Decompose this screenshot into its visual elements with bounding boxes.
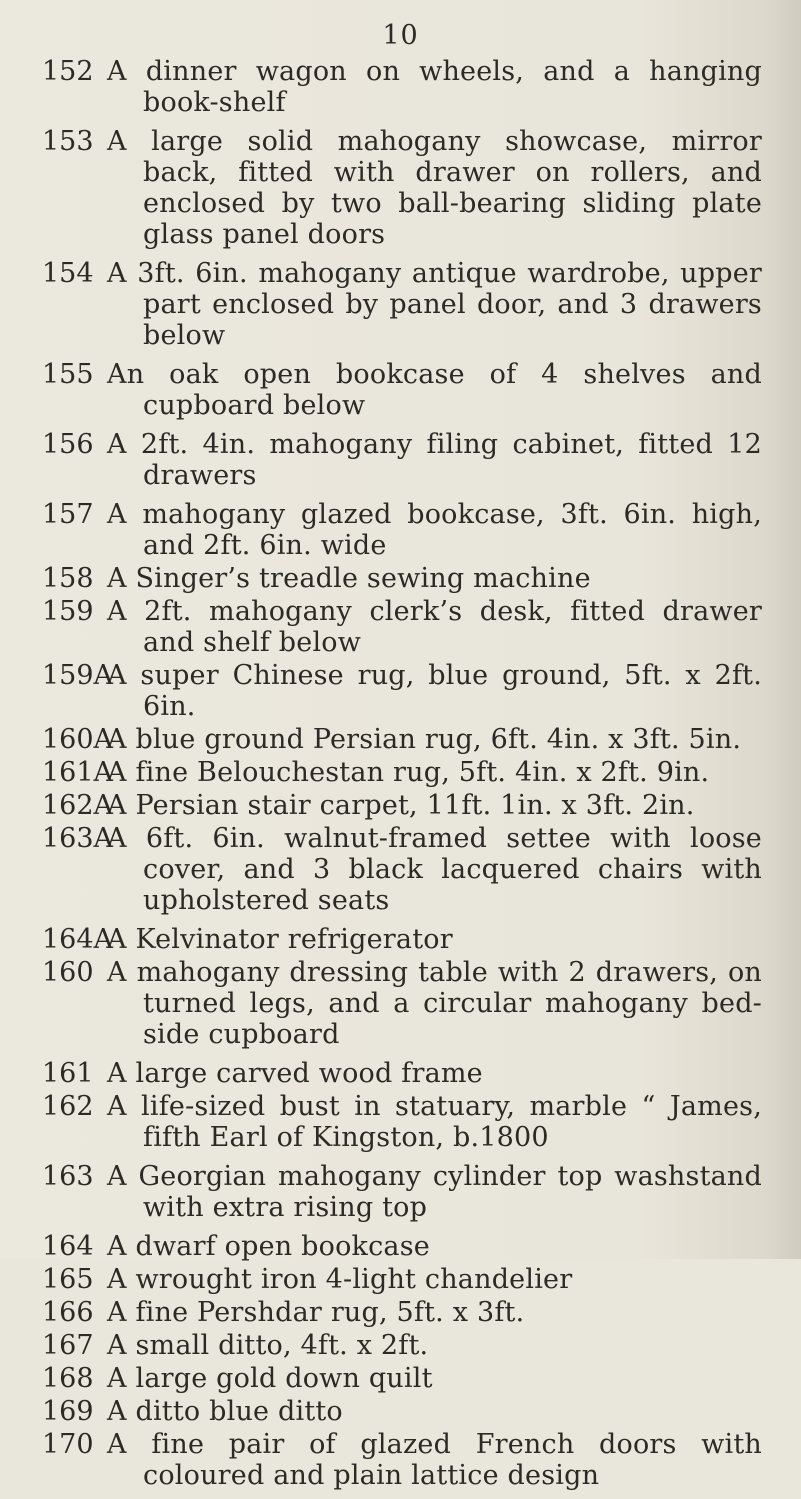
lot-number: 169 [42, 1396, 94, 1427]
lot-number: 159 [42, 596, 94, 627]
lot-description: A Persian stair carpet, 11ft. 1in. x 3ft. 2in. [107, 790, 695, 821]
lot-number: 168 [42, 1363, 94, 1394]
lot-number: 166 [42, 1297, 94, 1328]
lot-description: An oak open bookcase of 4 shelves and cupboard below [107, 359, 762, 421]
lot-description: A mahogany dressing table with 2 drawers, on turned legs, and a circular mahogany bed-side cupboard [107, 957, 762, 1050]
lot-description: A super Chinese rug, blue ground, 5ft. x 2ft. 6in. [107, 660, 762, 722]
lot-number: 161 [42, 1058, 94, 1089]
lot-number: 164 [42, 1231, 94, 1262]
lot-number: 161A [42, 757, 114, 788]
lot-number: 163 [42, 1161, 94, 1192]
lot-description: A Kelvinator refrigerator [107, 924, 453, 955]
lot-entry [42, 1429, 762, 1491]
lot-entry [42, 429, 762, 491]
lot-number: 165 [42, 1264, 94, 1295]
lot-description: A life-sized bust in statuary, marble “ James, fifth Earl of Kingston, b.1800 [107, 1091, 762, 1153]
lot-entry [42, 258, 762, 351]
lot-number: 153 [42, 126, 94, 157]
lot-number: 170 [42, 1429, 94, 1460]
lot-entry [42, 790, 762, 821]
lot-description: A Singer’s treadle sewing machine [107, 563, 591, 594]
lot-entry [42, 757, 762, 788]
lot-number: 154 [42, 258, 94, 289]
lot-entry [42, 724, 762, 755]
lot-number: 152 [42, 56, 94, 87]
lot-entry [42, 660, 762, 722]
lot-entry [42, 1396, 762, 1427]
lot-entry [42, 1161, 762, 1223]
lot-description: A fine pair of glazed French doors with coloured and plain lattice design [107, 1429, 762, 1491]
lot-entry [42, 563, 762, 594]
lot-number: 163A [42, 823, 114, 854]
lot-entry [42, 823, 762, 916]
lot-number: 156 [42, 429, 94, 460]
lot-number: 158 [42, 563, 94, 594]
lot-entry [42, 957, 762, 1050]
lot-description: A large carved wood frame [107, 1058, 483, 1089]
lot-entry [42, 1231, 762, 1262]
lot-entry [42, 1058, 762, 1089]
lot-list [42, 56, 762, 1499]
lot-entry [42, 924, 762, 955]
lot-description: A 2ft. mahogany clerk’s desk, fitted drawer and shelf below [107, 596, 762, 658]
lot-number: 162 [42, 1091, 94, 1122]
lot-description: A ditto blue ditto [107, 1396, 343, 1427]
lot-description: A large gold down quilt [107, 1363, 433, 1394]
lot-description: A Georgian mahogany cylinder top washstand with extra rising top [107, 1161, 762, 1223]
lot-entry [42, 1297, 762, 1328]
lot-description: A 3ft. 6in. mahogany antique wardrobe, upper part enclosed by panel door, and 3 drawers below [107, 258, 762, 351]
lot-number: 162A [42, 790, 114, 821]
lot-description: A dinner wagon on wheels, and a hanging book-shelf [107, 56, 762, 118]
lot-entry [42, 359, 762, 421]
lot-number: 159A [42, 660, 114, 691]
lot-number: 157 [42, 499, 94, 530]
lot-entry [42, 1330, 762, 1361]
lot-entry [42, 1264, 762, 1295]
lot-number: 164A [42, 924, 114, 955]
lot-entry [42, 1091, 762, 1153]
lot-number: 167 [42, 1330, 94, 1361]
page-number: 10 [382, 20, 419, 51]
lot-number: 160A [42, 724, 114, 755]
lot-description: A 2ft. 4in. mahogany filing cabinet, fitted 12 drawers [107, 429, 762, 491]
lot-description: A large solid mahogany showcase, mirror back, fitted with drawer on rollers, and enclosed by two ball-bearing sliding plate glass panel doors [107, 126, 762, 250]
lot-description: A dwarf open bookcase [107, 1231, 430, 1262]
lot-description: A small ditto, 4ft. x 2ft. [107, 1330, 429, 1361]
lot-description: A mahogany glazed bookcase, 3ft. 6in. high, and 2ft. 6in. wide [107, 499, 762, 561]
lot-entry [42, 499, 762, 561]
lot-entry [42, 1363, 762, 1394]
lot-entry [42, 56, 762, 118]
lot-number: 155 [42, 359, 94, 390]
lot-description: A fine Belouchestan rug, 5ft. 4in. x 2ft. 9in. [107, 757, 710, 788]
lot-description: A blue ground Persian rug, 6ft. 4in. x 3ft. 5in. [107, 724, 742, 755]
lot-entry [42, 126, 762, 250]
lot-description: A fine Pershdar rug, 5ft. x 3ft. [107, 1297, 525, 1328]
lot-description: A 6ft. 6in. walnut-framed settee with loose cover, and 3 black lacquered chairs with upholstered seats [107, 823, 762, 916]
lot-entry [42, 596, 762, 658]
lot-number: 160 [42, 957, 94, 988]
lot-description: A wrought iron 4-light chandelier [107, 1264, 573, 1295]
